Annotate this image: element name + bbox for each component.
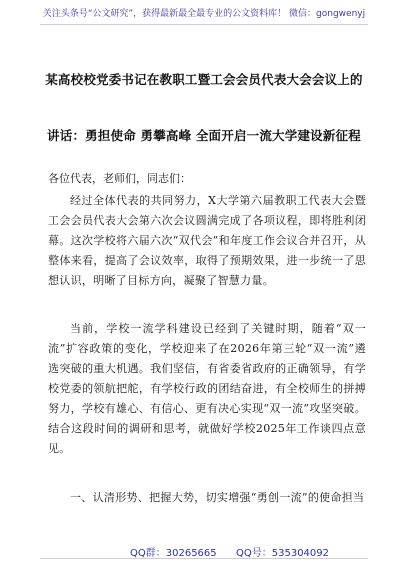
- header-divider: [40, 24, 368, 25]
- qq-group-number: QQ群：30265665: [130, 548, 217, 559]
- document-title-line-1: 某高校校党委书记在教职工暨工会会员代表大会会议上的: [45, 72, 363, 87]
- header-note: 关注头条号“公文研究”，获得最新最全最专业的公文资料库！ 微信：gongwenyj: [42, 9, 366, 19]
- qq-number: QQ号：535304092: [236, 548, 330, 559]
- greeting: 各位代表，老师们，同志们：: [48, 172, 191, 185]
- paragraph-current-situation: 当前，学校一流学科建设已经到了关键时期，随着“双一流”扩容政策的变化，学校迎来了在2026年第三轮“双一流”遴选突破的重大机遇。我们坚信，有省委省政府的正确领导，有学校党委的领航把舵，有学校行政的团结奋进，有全校师生的拼搏努力，学校有雄心、有信心、更有决心实现“双一流”攻坚突破。结合这段时间的调研和思考，就做好学校2025年工作谈四点意见。: [48, 322, 366, 455]
- document-title-line-2: 讲话：勇担使命 勇攀高峰 全面开启一流大学建设新征程: [47, 128, 361, 143]
- paragraph-opening: 经过全体代表的共同努力，X大学第六届教职工代表大会暨工会会员代表大会第六次会议圆满完成了各项议程，即将胜利闭幕。这次学校将六届六次“双代会”和年度工作会议合并召开，从整体来看，提高了会议效率，取得了预期效果，进一步统一了思想认识，明晰了目标方向，凝聚了智慧力量。: [48, 194, 366, 287]
- footer-divider: [40, 558, 368, 559]
- section-heading-one: 一、认清形势、把握大势，切实增强“勇创一流”的使命担当: [70, 491, 365, 504]
